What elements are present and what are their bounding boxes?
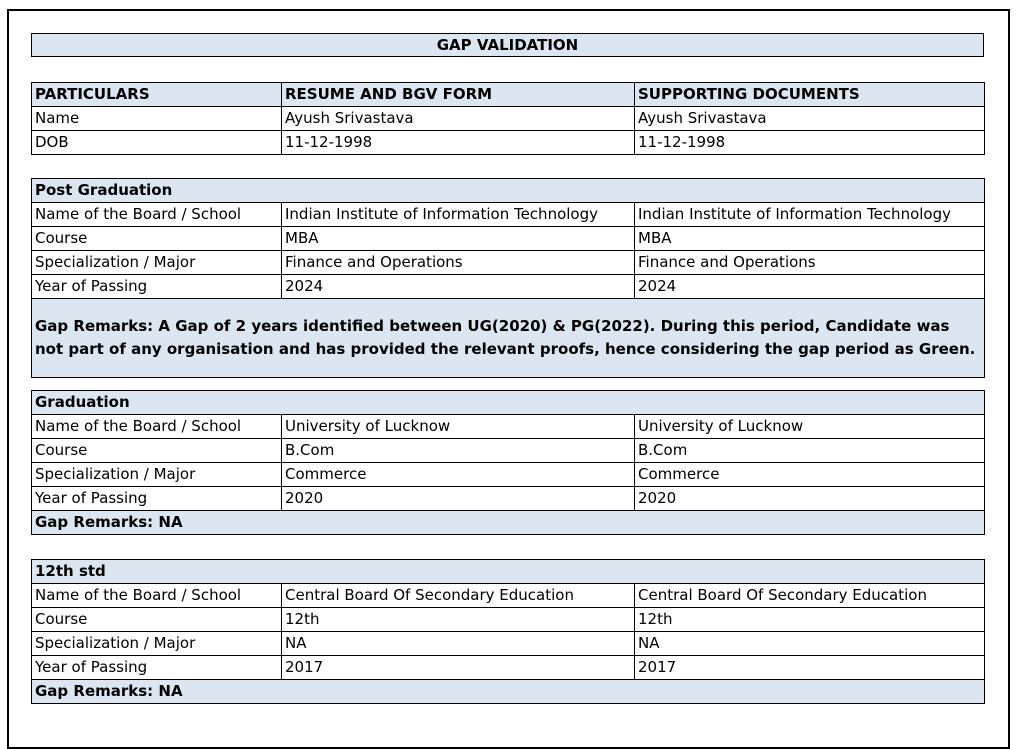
row-label: Course (32, 439, 282, 463)
row-docs: Ayush Srivastava (635, 107, 985, 131)
section-heading-row (32, 391, 985, 415)
row-resume: 12th (282, 608, 635, 632)
row-resume: Indian Institute of Information Technology (282, 203, 635, 227)
row-label: Year of Passing (32, 487, 282, 511)
row-docs: 12th (635, 608, 985, 632)
row-resume: 2024 (282, 275, 635, 299)
row-docs: NA (635, 632, 985, 656)
row-label: Year of Passing (32, 656, 282, 680)
gap-remarks-row (32, 299, 985, 378)
row-docs: Indian Institute of Information Technology (635, 203, 985, 227)
row-resume: B.Com (282, 439, 635, 463)
table-row (32, 107, 985, 131)
row-resume: Commerce (282, 463, 635, 487)
row-docs: University of Lucknow (635, 415, 985, 439)
table-row (32, 584, 985, 608)
row-label: Course (32, 608, 282, 632)
row-resume: NA (282, 632, 635, 656)
gap-remarks-row (32, 680, 985, 704)
graduation-table (31, 390, 984, 535)
table-row (32, 227, 985, 251)
table-row (32, 608, 985, 632)
row-docs: 11-12-1998 (635, 131, 985, 155)
table-row (32, 487, 985, 511)
row-resume: Finance and Operations (282, 251, 635, 275)
row-label: DOB (32, 131, 282, 155)
row-docs: MBA (635, 227, 985, 251)
row-label: Specialization / Major (32, 463, 282, 487)
row-docs: Finance and Operations (635, 251, 985, 275)
row-label: Course (32, 227, 282, 251)
header-resume: RESUME AND BGV FORM (282, 83, 635, 107)
personal-table (31, 82, 984, 155)
row-resume: Ayush Srivastava (282, 107, 635, 131)
table-row (32, 439, 985, 463)
row-docs: Commerce (635, 463, 985, 487)
gap-remarks: Gap Remarks: NA (32, 511, 985, 535)
table-row (32, 463, 985, 487)
gap-remarks: Gap Remarks: NA (32, 680, 985, 704)
section-heading: Graduation (32, 391, 985, 415)
table-row (32, 632, 985, 656)
section-heading: Post Graduation (32, 179, 985, 203)
table-row (32, 656, 985, 680)
table-row (32, 251, 985, 275)
post-graduation-table (31, 178, 984, 378)
table-row (32, 275, 985, 299)
row-resume: MBA (282, 227, 635, 251)
row-label: Specialization / Major (32, 251, 282, 275)
row-docs: Central Board Of Secondary Education (635, 584, 985, 608)
row-label: Specialization / Major (32, 632, 282, 656)
section-heading: 12th std (32, 560, 985, 584)
table-row (32, 415, 985, 439)
row-resume: University of Lucknow (282, 415, 635, 439)
row-docs: 2024 (635, 275, 985, 299)
row-label: Name of the Board / School (32, 415, 282, 439)
row-resume: 11-12-1998 (282, 131, 635, 155)
row-label: Name of the Board / School (32, 584, 282, 608)
page-title: GAP VALIDATION (31, 33, 984, 57)
gap-remarks: Gap Remarks: A Gap of 2 years identified between UG(2020) & PG(2022). During this period, Candidate was not part of any organisation and has provided the relevant proofs, hence considering the gap period as Green. (32, 299, 985, 378)
row-resume: 2020 (282, 487, 635, 511)
row-resume: Central Board Of Secondary Education (282, 584, 635, 608)
table-row (32, 131, 985, 155)
header-row (32, 83, 985, 107)
row-docs: B.Com (635, 439, 985, 463)
row-label: Name of the Board / School (32, 203, 282, 227)
table-row (32, 203, 985, 227)
gap-remarks-row (32, 511, 985, 535)
section-heading-row (32, 560, 985, 584)
header-docs: SUPPORTING DOCUMENTS (635, 83, 985, 107)
row-label: Year of Passing (32, 275, 282, 299)
row-resume: 2017 (282, 656, 635, 680)
header-particulars: PARTICULARS (32, 83, 282, 107)
section-heading-row (32, 179, 985, 203)
row-docs: 2020 (635, 487, 985, 511)
row-docs: 2017 (635, 656, 985, 680)
twelfth-std-table (31, 559, 984, 704)
row-label: Name (32, 107, 282, 131)
